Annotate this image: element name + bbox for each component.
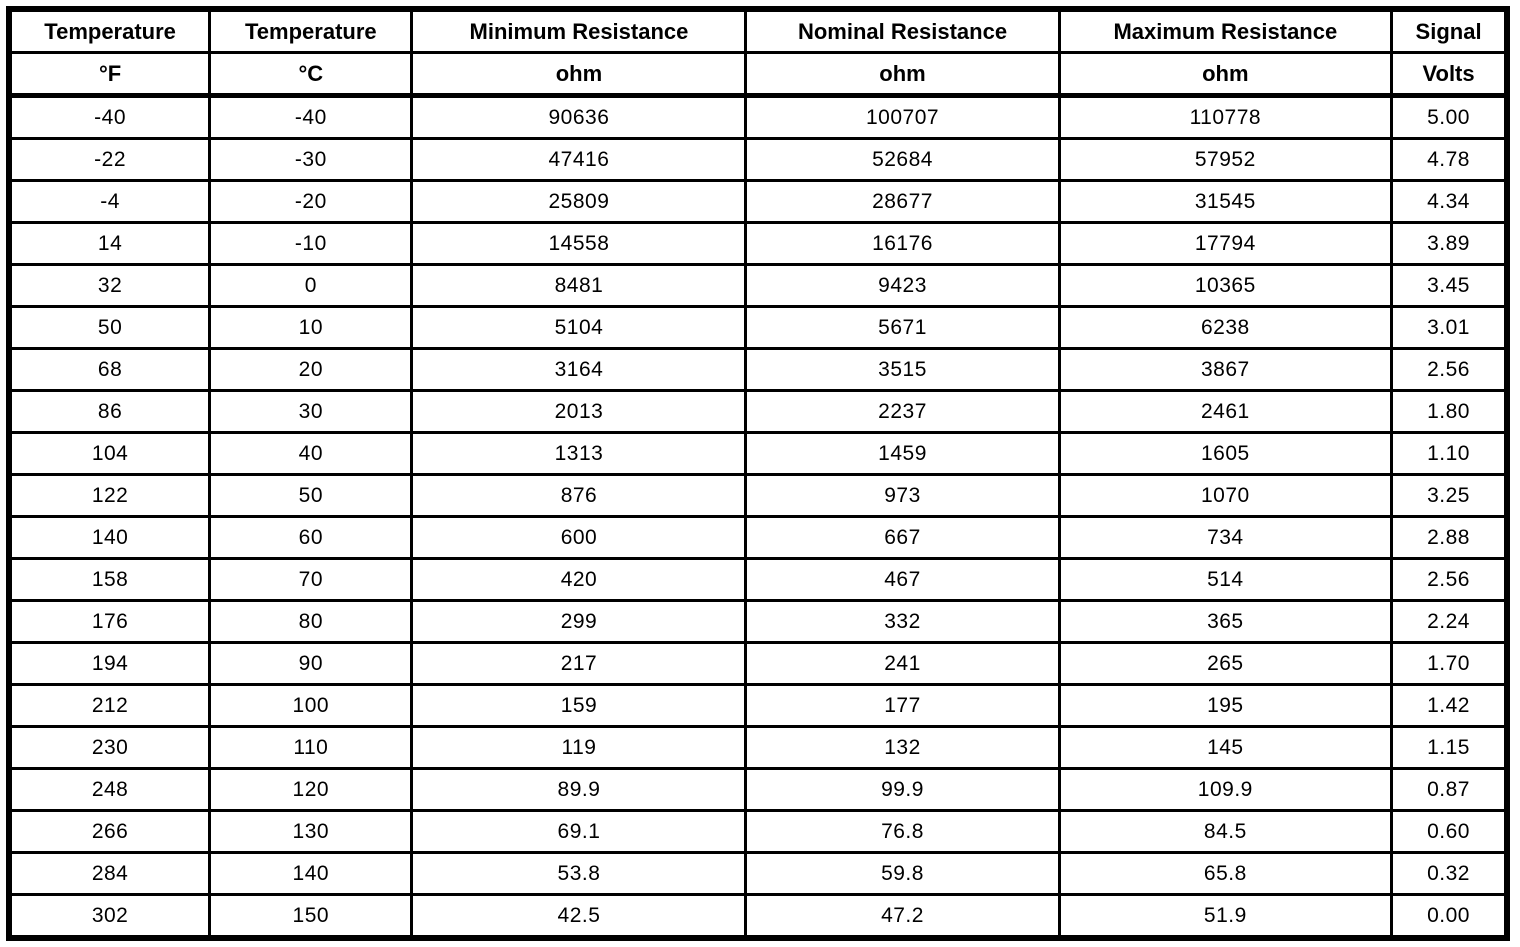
cell-temp-f: 50	[9, 307, 210, 349]
cell-signal: 0.60	[1392, 811, 1507, 853]
cell-temp-f: 158	[9, 559, 210, 601]
cell-max-resistance: 51.9	[1059, 895, 1392, 939]
cell-signal: 2.56	[1392, 349, 1507, 391]
cell-max-resistance: 365	[1059, 601, 1392, 643]
cell-nominal-resistance: 16176	[746, 223, 1059, 265]
cell-nominal-resistance: 99.9	[746, 769, 1059, 811]
cell-temp-c: 50	[210, 475, 412, 517]
cell-nominal-resistance: 3515	[746, 349, 1059, 391]
table-row	[9, 475, 1507, 517]
cell-min-resistance: 69.1	[412, 811, 746, 853]
table-row	[9, 559, 1507, 601]
table-row	[9, 181, 1507, 223]
cell-max-resistance: 1070	[1059, 475, 1392, 517]
cell-signal: 5.00	[1392, 96, 1507, 139]
cell-temp-c: 20	[210, 349, 412, 391]
cell-temp-c: 70	[210, 559, 412, 601]
cell-signal: 1.80	[1392, 391, 1507, 433]
cell-nominal-resistance: 132	[746, 727, 1059, 769]
cell-temp-c: 140	[210, 853, 412, 895]
cell-max-resistance: 2461	[1059, 391, 1392, 433]
table-row	[9, 601, 1507, 643]
table-row	[9, 433, 1507, 475]
cell-signal: 3.89	[1392, 223, 1507, 265]
cell-signal: 1.15	[1392, 727, 1507, 769]
cell-max-resistance: 109.9	[1059, 769, 1392, 811]
cell-temp-c: 60	[210, 517, 412, 559]
table-row	[9, 517, 1507, 559]
cell-temp-f: 266	[9, 811, 210, 853]
cell-temp-f: -4	[9, 181, 210, 223]
header-min-resistance-unit: ohm	[412, 53, 746, 96]
cell-temp-f: 194	[9, 643, 210, 685]
cell-nominal-resistance: 100707	[746, 96, 1059, 139]
cell-signal: 2.88	[1392, 517, 1507, 559]
cell-nominal-resistance: 5671	[746, 307, 1059, 349]
cell-temp-f: -40	[9, 96, 210, 139]
cell-signal: 3.25	[1392, 475, 1507, 517]
header-temp-c-label: Temperature	[210, 9, 412, 53]
cell-min-resistance: 25809	[412, 181, 746, 223]
table-row	[9, 391, 1507, 433]
table-row	[9, 139, 1507, 181]
cell-nominal-resistance: 467	[746, 559, 1059, 601]
cell-signal: 3.01	[1392, 307, 1507, 349]
cell-temp-c: 100	[210, 685, 412, 727]
cell-signal: 1.42	[1392, 685, 1507, 727]
header-label-row	[9, 9, 1507, 53]
cell-nominal-resistance: 28677	[746, 181, 1059, 223]
table-row	[9, 895, 1507, 939]
cell-temp-f: 104	[9, 433, 210, 475]
cell-temp-f: 140	[9, 517, 210, 559]
cell-temp-c: 150	[210, 895, 412, 939]
header-signal-label: Signal	[1392, 9, 1507, 53]
table-body	[9, 96, 1507, 939]
cell-min-resistance: 217	[412, 643, 746, 685]
table-row	[9, 265, 1507, 307]
table-row	[9, 349, 1507, 391]
cell-nominal-resistance: 973	[746, 475, 1059, 517]
cell-signal: 4.34	[1392, 181, 1507, 223]
cell-signal: 1.70	[1392, 643, 1507, 685]
cell-temp-f: 284	[9, 853, 210, 895]
cell-min-resistance: 119	[412, 727, 746, 769]
header-max-resistance-unit: ohm	[1059, 53, 1392, 96]
cell-temp-c: -40	[210, 96, 412, 139]
cell-temp-c: 130	[210, 811, 412, 853]
cell-max-resistance: 1605	[1059, 433, 1392, 475]
temperature-resistance-signal-table	[6, 6, 1510, 941]
cell-temp-c: 10	[210, 307, 412, 349]
table-row	[9, 223, 1507, 265]
cell-temp-c: -10	[210, 223, 412, 265]
cell-max-resistance: 3867	[1059, 349, 1392, 391]
cell-max-resistance: 57952	[1059, 139, 1392, 181]
table-row	[9, 307, 1507, 349]
header-temp-f-label: Temperature	[9, 9, 210, 53]
cell-temp-c: -20	[210, 181, 412, 223]
table-row	[9, 853, 1507, 895]
header-nominal-resistance-unit: ohm	[746, 53, 1059, 96]
cell-nominal-resistance: 52684	[746, 139, 1059, 181]
cell-max-resistance: 17794	[1059, 223, 1392, 265]
table-header	[9, 9, 1507, 96]
cell-temp-f: 212	[9, 685, 210, 727]
cell-signal: 0.32	[1392, 853, 1507, 895]
cell-nominal-resistance: 1459	[746, 433, 1059, 475]
table-row	[9, 96, 1507, 139]
cell-temp-c: 0	[210, 265, 412, 307]
cell-temp-f: 14	[9, 223, 210, 265]
cell-temp-f: 248	[9, 769, 210, 811]
cell-min-resistance: 299	[412, 601, 746, 643]
cell-temp-c: 80	[210, 601, 412, 643]
cell-nominal-resistance: 241	[746, 643, 1059, 685]
cell-nominal-resistance: 9423	[746, 265, 1059, 307]
cell-signal: 2.24	[1392, 601, 1507, 643]
cell-temp-f: 122	[9, 475, 210, 517]
table-row	[9, 685, 1507, 727]
cell-max-resistance: 734	[1059, 517, 1392, 559]
cell-temp-c: 110	[210, 727, 412, 769]
cell-min-resistance: 1313	[412, 433, 746, 475]
cell-min-resistance: 89.9	[412, 769, 746, 811]
cell-temp-c: -30	[210, 139, 412, 181]
cell-signal: 2.56	[1392, 559, 1507, 601]
cell-min-resistance: 159	[412, 685, 746, 727]
cell-signal: 0.87	[1392, 769, 1507, 811]
cell-min-resistance: 3164	[412, 349, 746, 391]
cell-temp-c: 90	[210, 643, 412, 685]
cell-min-resistance: 420	[412, 559, 746, 601]
cell-temp-c: 120	[210, 769, 412, 811]
cell-nominal-resistance: 2237	[746, 391, 1059, 433]
cell-temp-f: 230	[9, 727, 210, 769]
cell-temp-c: 40	[210, 433, 412, 475]
cell-temp-f: 32	[9, 265, 210, 307]
cell-min-resistance: 90636	[412, 96, 746, 139]
cell-max-resistance: 31545	[1059, 181, 1392, 223]
header-temp-f-unit: °F	[9, 53, 210, 96]
cell-signal: 1.10	[1392, 433, 1507, 475]
cell-min-resistance: 8481	[412, 265, 746, 307]
header-unit-row	[9, 53, 1507, 96]
cell-min-resistance: 5104	[412, 307, 746, 349]
cell-min-resistance: 876	[412, 475, 746, 517]
cell-max-resistance: 514	[1059, 559, 1392, 601]
cell-signal: 3.45	[1392, 265, 1507, 307]
table-row	[9, 769, 1507, 811]
cell-max-resistance: 110778	[1059, 96, 1392, 139]
cell-min-resistance: 14558	[412, 223, 746, 265]
cell-nominal-resistance: 667	[746, 517, 1059, 559]
cell-max-resistance: 10365	[1059, 265, 1392, 307]
cell-min-resistance: 53.8	[412, 853, 746, 895]
header-max-resistance-label: Maximum Resistance	[1059, 9, 1392, 53]
cell-temp-f: 86	[9, 391, 210, 433]
cell-nominal-resistance: 76.8	[746, 811, 1059, 853]
cell-nominal-resistance: 177	[746, 685, 1059, 727]
cell-min-resistance: 2013	[412, 391, 746, 433]
cell-temp-f: -22	[9, 139, 210, 181]
cell-min-resistance: 47416	[412, 139, 746, 181]
cell-max-resistance: 65.8	[1059, 853, 1392, 895]
header-nominal-resistance-label: Nominal Resistance	[746, 9, 1059, 53]
cell-temp-f: 176	[9, 601, 210, 643]
cell-temp-f: 68	[9, 349, 210, 391]
header-temp-c-unit: °C	[210, 53, 412, 96]
table-row	[9, 811, 1507, 853]
cell-max-resistance: 145	[1059, 727, 1392, 769]
cell-min-resistance: 600	[412, 517, 746, 559]
header-signal-unit: Volts	[1392, 53, 1507, 96]
cell-temp-c: 30	[210, 391, 412, 433]
cell-max-resistance: 6238	[1059, 307, 1392, 349]
header-min-resistance-label: Minimum Resistance	[412, 9, 746, 53]
cell-signal: 0.00	[1392, 895, 1507, 939]
cell-nominal-resistance: 47.2	[746, 895, 1059, 939]
cell-max-resistance: 84.5	[1059, 811, 1392, 853]
cell-max-resistance: 265	[1059, 643, 1392, 685]
cell-nominal-resistance: 332	[746, 601, 1059, 643]
cell-signal: 4.78	[1392, 139, 1507, 181]
cell-temp-f: 302	[9, 895, 210, 939]
cell-min-resistance: 42.5	[412, 895, 746, 939]
table-row	[9, 643, 1507, 685]
table-row	[9, 727, 1507, 769]
cell-max-resistance: 195	[1059, 685, 1392, 727]
cell-nominal-resistance: 59.8	[746, 853, 1059, 895]
